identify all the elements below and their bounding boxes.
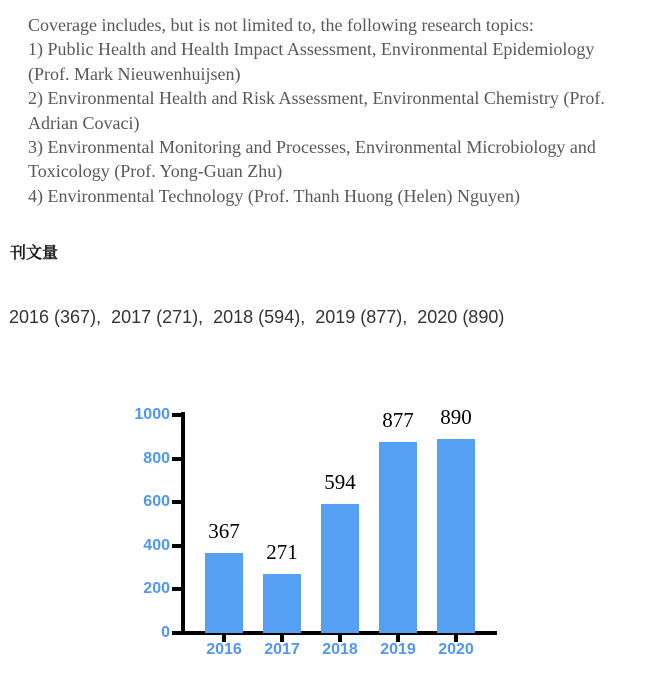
bar-value-label: 271 (266, 540, 298, 564)
bar-2017 (263, 574, 301, 633)
x-axis-tick-label: 2017 (264, 641, 300, 658)
bar-2019 (379, 442, 417, 633)
y-axis-tick (172, 457, 181, 461)
y-axis-tick-label: 400 (143, 537, 170, 554)
y-axis-tick (172, 500, 181, 504)
paragraph-line: 4) Environmental Technology (Prof. Thanh Huong (Helen) Nguyen) (28, 185, 520, 206)
bar-value-label: 367 (208, 519, 240, 543)
paragraph-line: Toxicology (Prof. Yong-Guan Zhu) (28, 161, 283, 182)
bar-2020 (437, 439, 475, 633)
paragraph-line: 3) Environmental Monitoring and Processes, Environmental Microbiology and (28, 137, 596, 158)
paragraph-line: Coverage includes, but is not limited to, the following research topics: (28, 15, 534, 35)
y-axis-tick-label: 800 (143, 450, 170, 467)
paragraph-line: Adrian Covaci) (28, 112, 140, 133)
paragraph-line: 2) Environmental Health and Risk Assessment, Environmental Chemistry (Prof. (28, 88, 605, 109)
bar-2016 (205, 553, 243, 633)
section-heading: 刊文量 (10, 245, 59, 262)
y-axis-tick (172, 587, 181, 591)
y-axis-tick-label: 0 (161, 624, 170, 641)
bar-value-label: 890 (440, 405, 472, 429)
yearly-counts-line: 2016 (367), 2017 (271), 2018 (594), 2019 (877), 2020 (890) (9, 307, 505, 327)
x-axis-tick-label: 2018 (322, 641, 358, 658)
bar-value-label: 594 (324, 470, 356, 494)
bar-value-label: 877 (382, 408, 414, 432)
x-axis-tick-label: 2016 (206, 641, 242, 658)
coverage-paragraph (28, 13, 605, 208)
paragraph-line: (Prof. Mark Nieuwenhuijsen) (28, 63, 241, 84)
x-axis-tick-label: 2019 (380, 641, 416, 658)
y-axis-tick (172, 631, 181, 635)
x-axis-tick-label: 2020 (438, 641, 474, 658)
y-axis-tick-label: 200 (143, 580, 170, 597)
bar-2018 (321, 504, 359, 633)
y-axis-tick-label: 600 (143, 493, 170, 510)
publications-chart (0, 390, 666, 680)
y-axis-tick-label: 1000 (134, 406, 170, 423)
y-axis-tick (172, 544, 181, 548)
paragraph-line: 1) Public Health and Health Impact Assessment, Environmental Epidemiology (28, 39, 595, 60)
y-axis-tick (172, 413, 181, 417)
